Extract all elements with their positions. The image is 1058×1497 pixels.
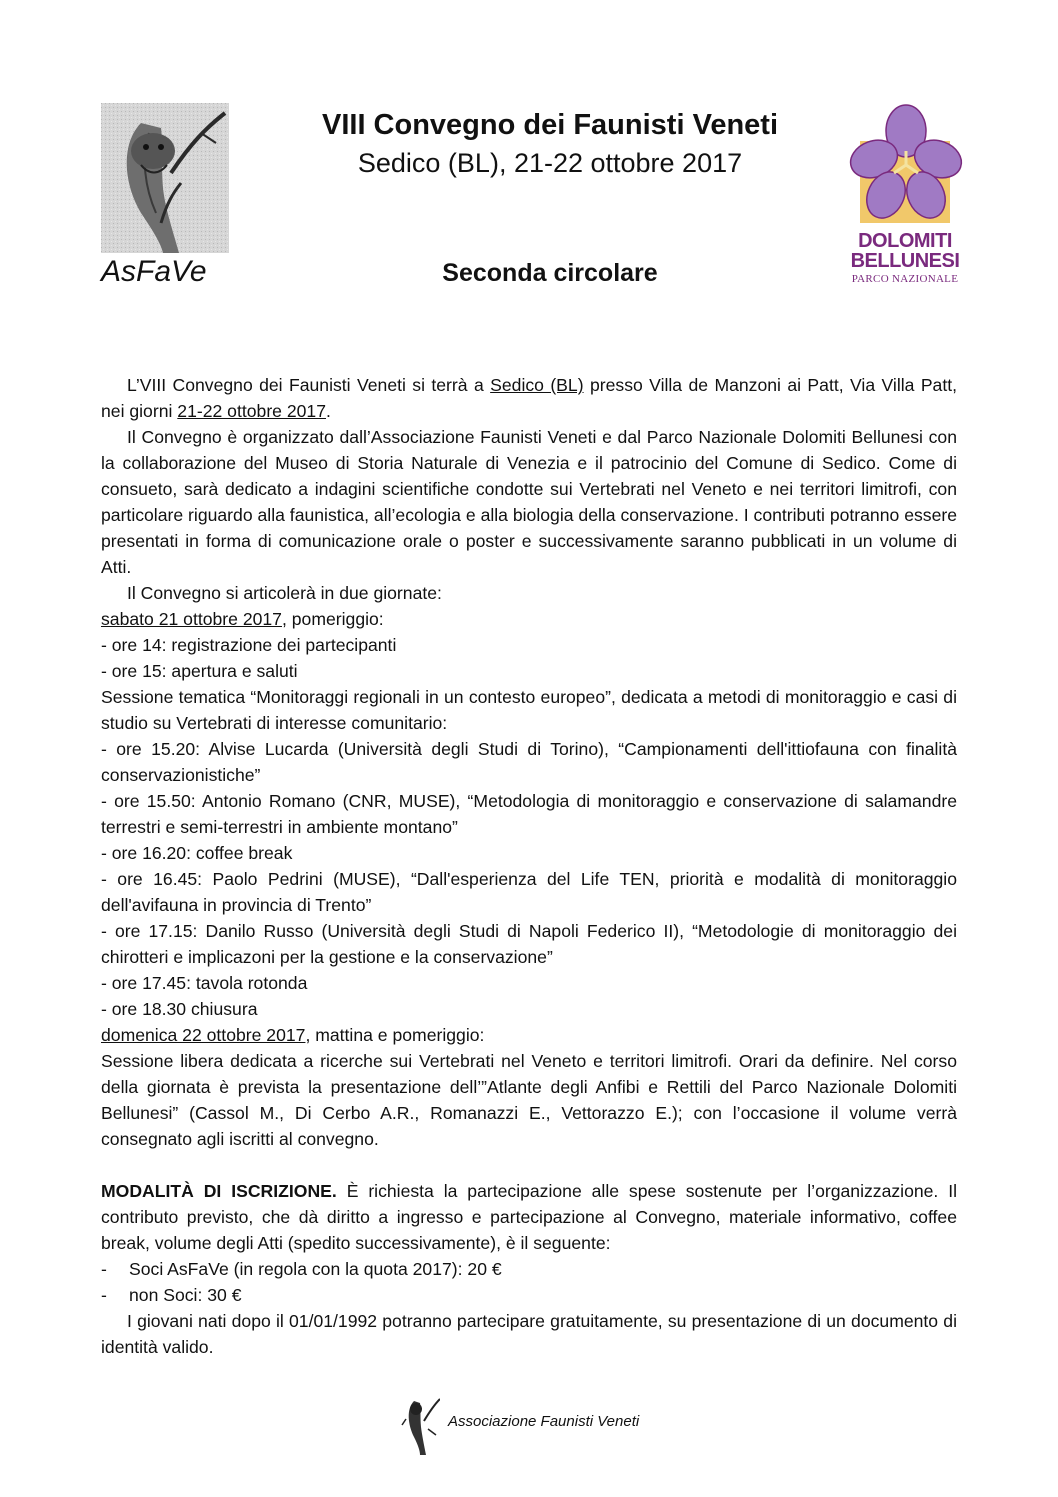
- circular-heading: Seconda circolare: [442, 259, 658, 287]
- page-subtitle: Sedico (BL), 21-22 ottobre 2017: [357, 148, 743, 178]
- document-body: [101, 372, 957, 1360]
- intro-paragraph-1: L’VIII Convegno dei Faunisti Veneti si terrà a Sedico (BL) presso Villa de Manzoni ai Patt, Via Villa Patt, nei giorni 21-22 ottobre 2017.: [101, 375, 958, 421]
- day2-heading: domenica 22 ottobre 2017, mattina e pomeriggio:: [101, 1025, 485, 1045]
- day1-session: Sessione tematica “Monitoraggi regionali in un contesto europeo”, dedicata a metodi di monitoraggio e casi di studio su Vertebrati di interesse comunitario:: [101, 687, 957, 733]
- footer-text: Associazione Faunisti Veneti: [448, 1413, 640, 1430]
- park-subtitle: PARCO NAZIONALE: [851, 273, 959, 285]
- program-item: - ore 18.30 chiusura: [101, 999, 258, 1019]
- fee-item: - non Soci: 30 €: [101, 1282, 957, 1308]
- page-title: VIII Convegno dei Faunisti Veneti: [321, 109, 778, 141]
- intro-paragraph-3: Il Convegno si articolerà in due giornate:: [127, 583, 442, 603]
- asfave-logo-text: AsFaVe: [101, 255, 207, 288]
- day1-date: sabato 21 ottobre 2017: [101, 609, 282, 629]
- program-item: - ore 16.20: coffee break: [101, 843, 293, 863]
- program-item: - ore 14: registrazione dei partecipanti: [101, 635, 397, 655]
- dash-bullet: -: [101, 1259, 107, 1279]
- squirrel-footer-icon: [400, 1395, 440, 1455]
- day2-date: domenica 22 ottobre 2017: [101, 1025, 306, 1045]
- park-name-line2: BELLUNESI: [850, 250, 960, 272]
- spacer: [101, 1152, 957, 1178]
- dolomiti-bellunesi-logo: [846, 103, 964, 291]
- registration-note: I giovani nati dopo il 01/01/1992 potranno partecipare gratuitamente, su presentazione di un documento di identità valido.: [101, 1311, 957, 1357]
- asfave-logo: [101, 103, 229, 289]
- venue-place: Sedico (BL): [490, 375, 584, 395]
- flower-logo-icon: [846, 103, 964, 231]
- program-item: - ore 17.15: Danilo Russo (Università degli Studi di Napoli Federico II), “Metodologie di monitoraggio dei chirotteri e implicazoni per la gestione e la conservazione”: [101, 921, 957, 967]
- squirrel-illustration-icon: [101, 103, 229, 253]
- program-item: - ore 17.45: tavola rotonda: [101, 973, 308, 993]
- fee-item: - Soci AsFaVe (in regola con la quota 2017): 20 €: [101, 1256, 957, 1282]
- park-name-line1: DOLOMITI: [858, 230, 952, 252]
- day1-heading: sabato 21 ottobre 2017, pomeriggio:: [101, 609, 384, 629]
- event-dates: 21-22 ottobre 2017: [177, 401, 326, 421]
- registration-heading: MODALITÀ DI ISCRIZIONE.: [101, 1181, 337, 1201]
- program-item: - ore 16.45: Paolo Pedrini (MUSE), “Dall'esperienza del Life TEN, priorità e modalità di monitoraggio dell'avifauna in provincia di Trento”: [101, 869, 957, 915]
- program-item: - ore 15.20: Alvise Lucarda (Università degli Studi di Torino), “Campionamenti dell'ittiofauna con finalità conservazionistiche”: [101, 739, 957, 785]
- program-item: - ore 15.50: Antonio Romano (CNR, MUSE), “Metodologia di monitoraggio e conservazione di salamandre terrestri e semi-terrestri in ambiente montano”: [101, 791, 957, 837]
- intro-paragraph-2: Il Convegno è organizzato dall’Associazione Faunisti Veneti e dal Parco Nazionale Dolomiti Bellunesi con la collaborazione del Museo di Storia Naturale di Venezia e il patrocinio del Comune di Sedico. Come di consueto, sarà dedicato a indagini scientifiche condotte sui Vertebrati nel Veneto e nei territori limitrofi, con particolare riguardo alla faunistica, all’ecologia e alla biologia della conservazione. I contributi potranno essere presentati in forma di comunicazione orale o poster e successivamente saranno pubblicati in un volume di Atti.: [101, 427, 957, 577]
- dash-bullet: -: [101, 1285, 107, 1305]
- registration-paragraph: MODALITÀ DI ISCRIZIONE. È richiesta la partecipazione alle spese sostenute per l’organizzazione. Il contributo previsto, che dà diritto a ingresso e partecipazione al Convegno, materiale informativo, coffee break, volume degli Atti (spedito successivamente), è il seguente:: [101, 1181, 958, 1253]
- day2-text: Sessione libera dedicata a ricerche sui Vertebrati nel Veneto e territori limitrofi. Orari da definire. Nel corso della giornata è prevista la presentazione dell’”Atlante degli Anfibi e Rettili del Parco Nazionale Dolomiti Bellunesi” (Cassol M., Di Cerbo A.R., Romanazzi E., Vettorazzo E.); con l’occasione il volume verrà consegnato agli iscritti al convegno.: [101, 1051, 957, 1149]
- footer: [400, 1395, 700, 1455]
- program-item: - ore 15: apertura e saluti: [101, 661, 298, 681]
